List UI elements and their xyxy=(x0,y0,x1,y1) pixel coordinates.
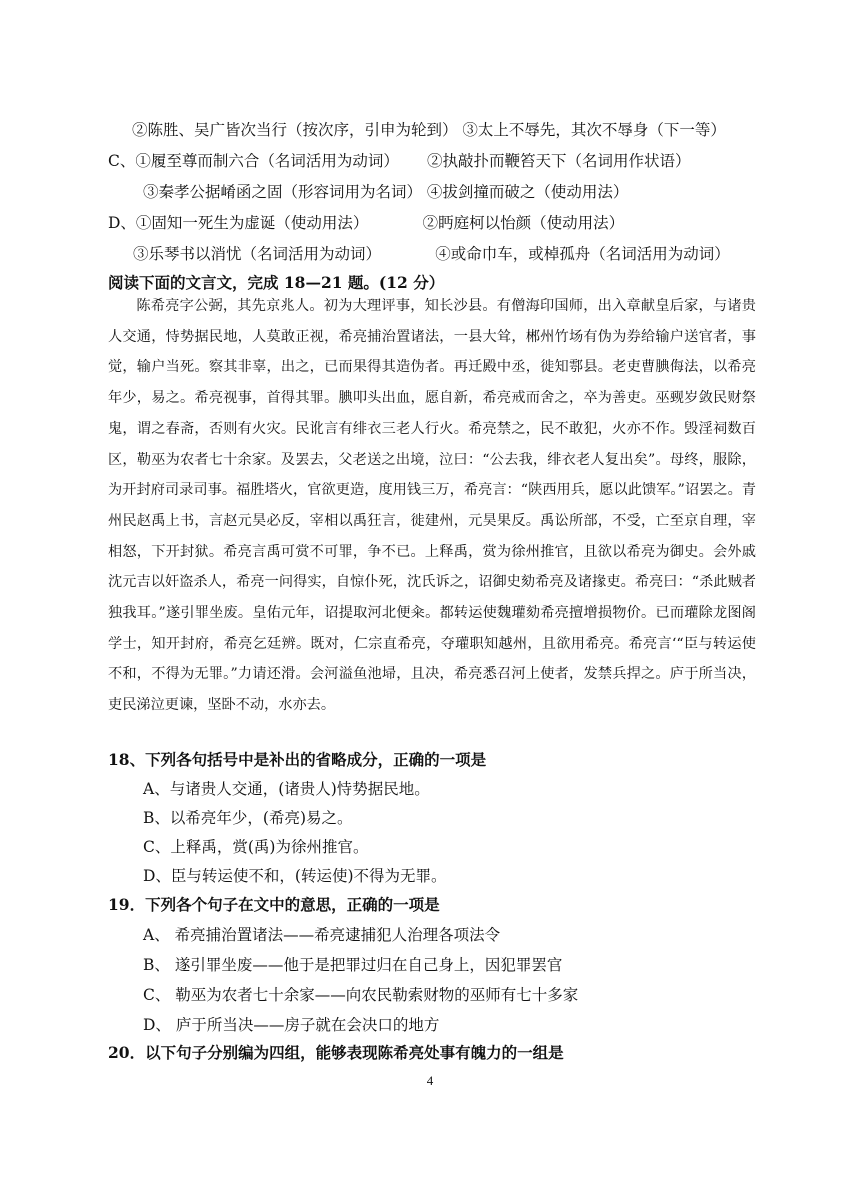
q19-option-d: D、 庐于所当决——房子就在会决口的地方 xyxy=(143,1016,440,1034)
passage-text: 陈希亮字公弼，其先京兆人。初为大理评事，知长沙县。有僧海印国师，出入章献皇后家，与诸贵人交通，恃势据民地，人莫敢正视，希亮捕治置诸法，一县大耸，郴州竹场有伪为券给输户送官者，事觉，输户当死。察其非辜，出之，已而果得其造伪者。再迁殿中丞，徙知鄠县。老吏曹腆侮法，以希亮年少，易之。希亮视事，首得其罪。腆叩头出血，愿自新，希亮戒而舍之，卒为善吏。巫觋岁敛民财祭鬼，谓之春斋，否则有火灾。民讹言有绯衣三老人行火。希亮禁之，民不敢犯，火亦不作。毁淫祠数百区，勒巫为农者七十余家。及罢去，父老送之出境，泣曰：“公去我，绯衣老人复出矣”。母终，服除，为开封府司录司事。福胜塔火，官欲更造，度用钱三万，希亮言：“陕西用兵，愿以此馈军。”诏罢之。青州民赵禹上书，言赵元昊必反，宰相以禹狂言，徙建州，元昊果反。禹讼所部，不受，亡至京自理，宰相怒，下开封狱。希亮言禹可赏不可罪，争不已。上释禹，赏为徐州推官，且欲以希亮为御史。会外戚沈元吉以奸盗杀人，希亮一问得实，自惊仆死，沈氏诉之，诏御史劾希亮及诸掾吏。希亮曰：“杀此贼者独我耳。”遂引罪坐废。皇佑元年，诏提取河北便籴。都转运使魏瓘劾希亮擅增损物价。已而瓘除龙图阁学士，知开封府，希亮乞廷辨。既对，仁宗直希亮，夺瓘职知越州，且欲用希亮。希亮言‘“臣与转运使不和，不得为无罪。”力请还滑。会河溢鱼池埽，且决，希亮悉召河上使者，发禁兵捍之。庐于所当决，吏民涕泣更谏，坚卧不动，水亦去。 xyxy=(108,298,756,714)
q18-stem: 18、下列各句括号中是补出的省略成分，正确的一项是 xyxy=(108,750,487,769)
option-d-line1: D、①固知一死生为虚诞（使动用法） ②眄庭柯以怡颜（使动用法） xyxy=(108,214,625,232)
q19-stem: 19．下列各个句子在文中的意思，正确的一项是 xyxy=(108,895,440,914)
q18-option-c: C、上释禹，赏(禹)为徐州推官。 xyxy=(143,838,369,856)
q18-option-a: A、与诸贵人交通，(诸贵人)恃势据民地。 xyxy=(143,780,430,798)
classical-passage xyxy=(108,291,756,721)
option-c-line2: ③秦孝公据崤函之固（形容词用为名词） ④拔剑撞而破之（使动用法） xyxy=(143,183,629,201)
page-number: 4 xyxy=(426,1073,434,1088)
option-c-line1: C、①履至尊而制六合（名词活用为动词） ②执敲扑而鞭笞天下（名词用作状语） xyxy=(108,152,691,170)
q20-stem: 20．以下句子分别编为四组，能够表现陈希亮处事有魄力的一组是 xyxy=(108,1043,564,1062)
q19-option-b: B、 遂引罪坐废——他于是把罪过归在自己身上，因犯罪罢官 xyxy=(143,956,563,974)
option-d-line2: ③乐琴书以消忧（名词活用为动词） ④或命巾车，或棹孤舟（名词活用为动词） xyxy=(133,245,730,263)
option-b-line2: ②陈胜、吴广皆次当行（按次序，引申为轮到） ③太上不辱先，其次不辱身（下一等） xyxy=(132,121,726,139)
q18-option-d: D、臣与转运使不和，(转运使)不得为无罪。 xyxy=(143,867,447,885)
q19-option-a: A、 希亮捕治置诸法——希亮逮捕犯人治理各项法令 xyxy=(143,926,501,944)
q19-option-c: C、 勒巫为农者七十余家——向农民勒索财物的巫师有七十多家 xyxy=(143,986,579,1004)
q18-option-b: B、以希亮年少，(希亮)易之。 xyxy=(143,809,353,827)
reading-heading: 阅读下面的文言文，完成 18—21 题。(12 分） xyxy=(108,273,445,292)
